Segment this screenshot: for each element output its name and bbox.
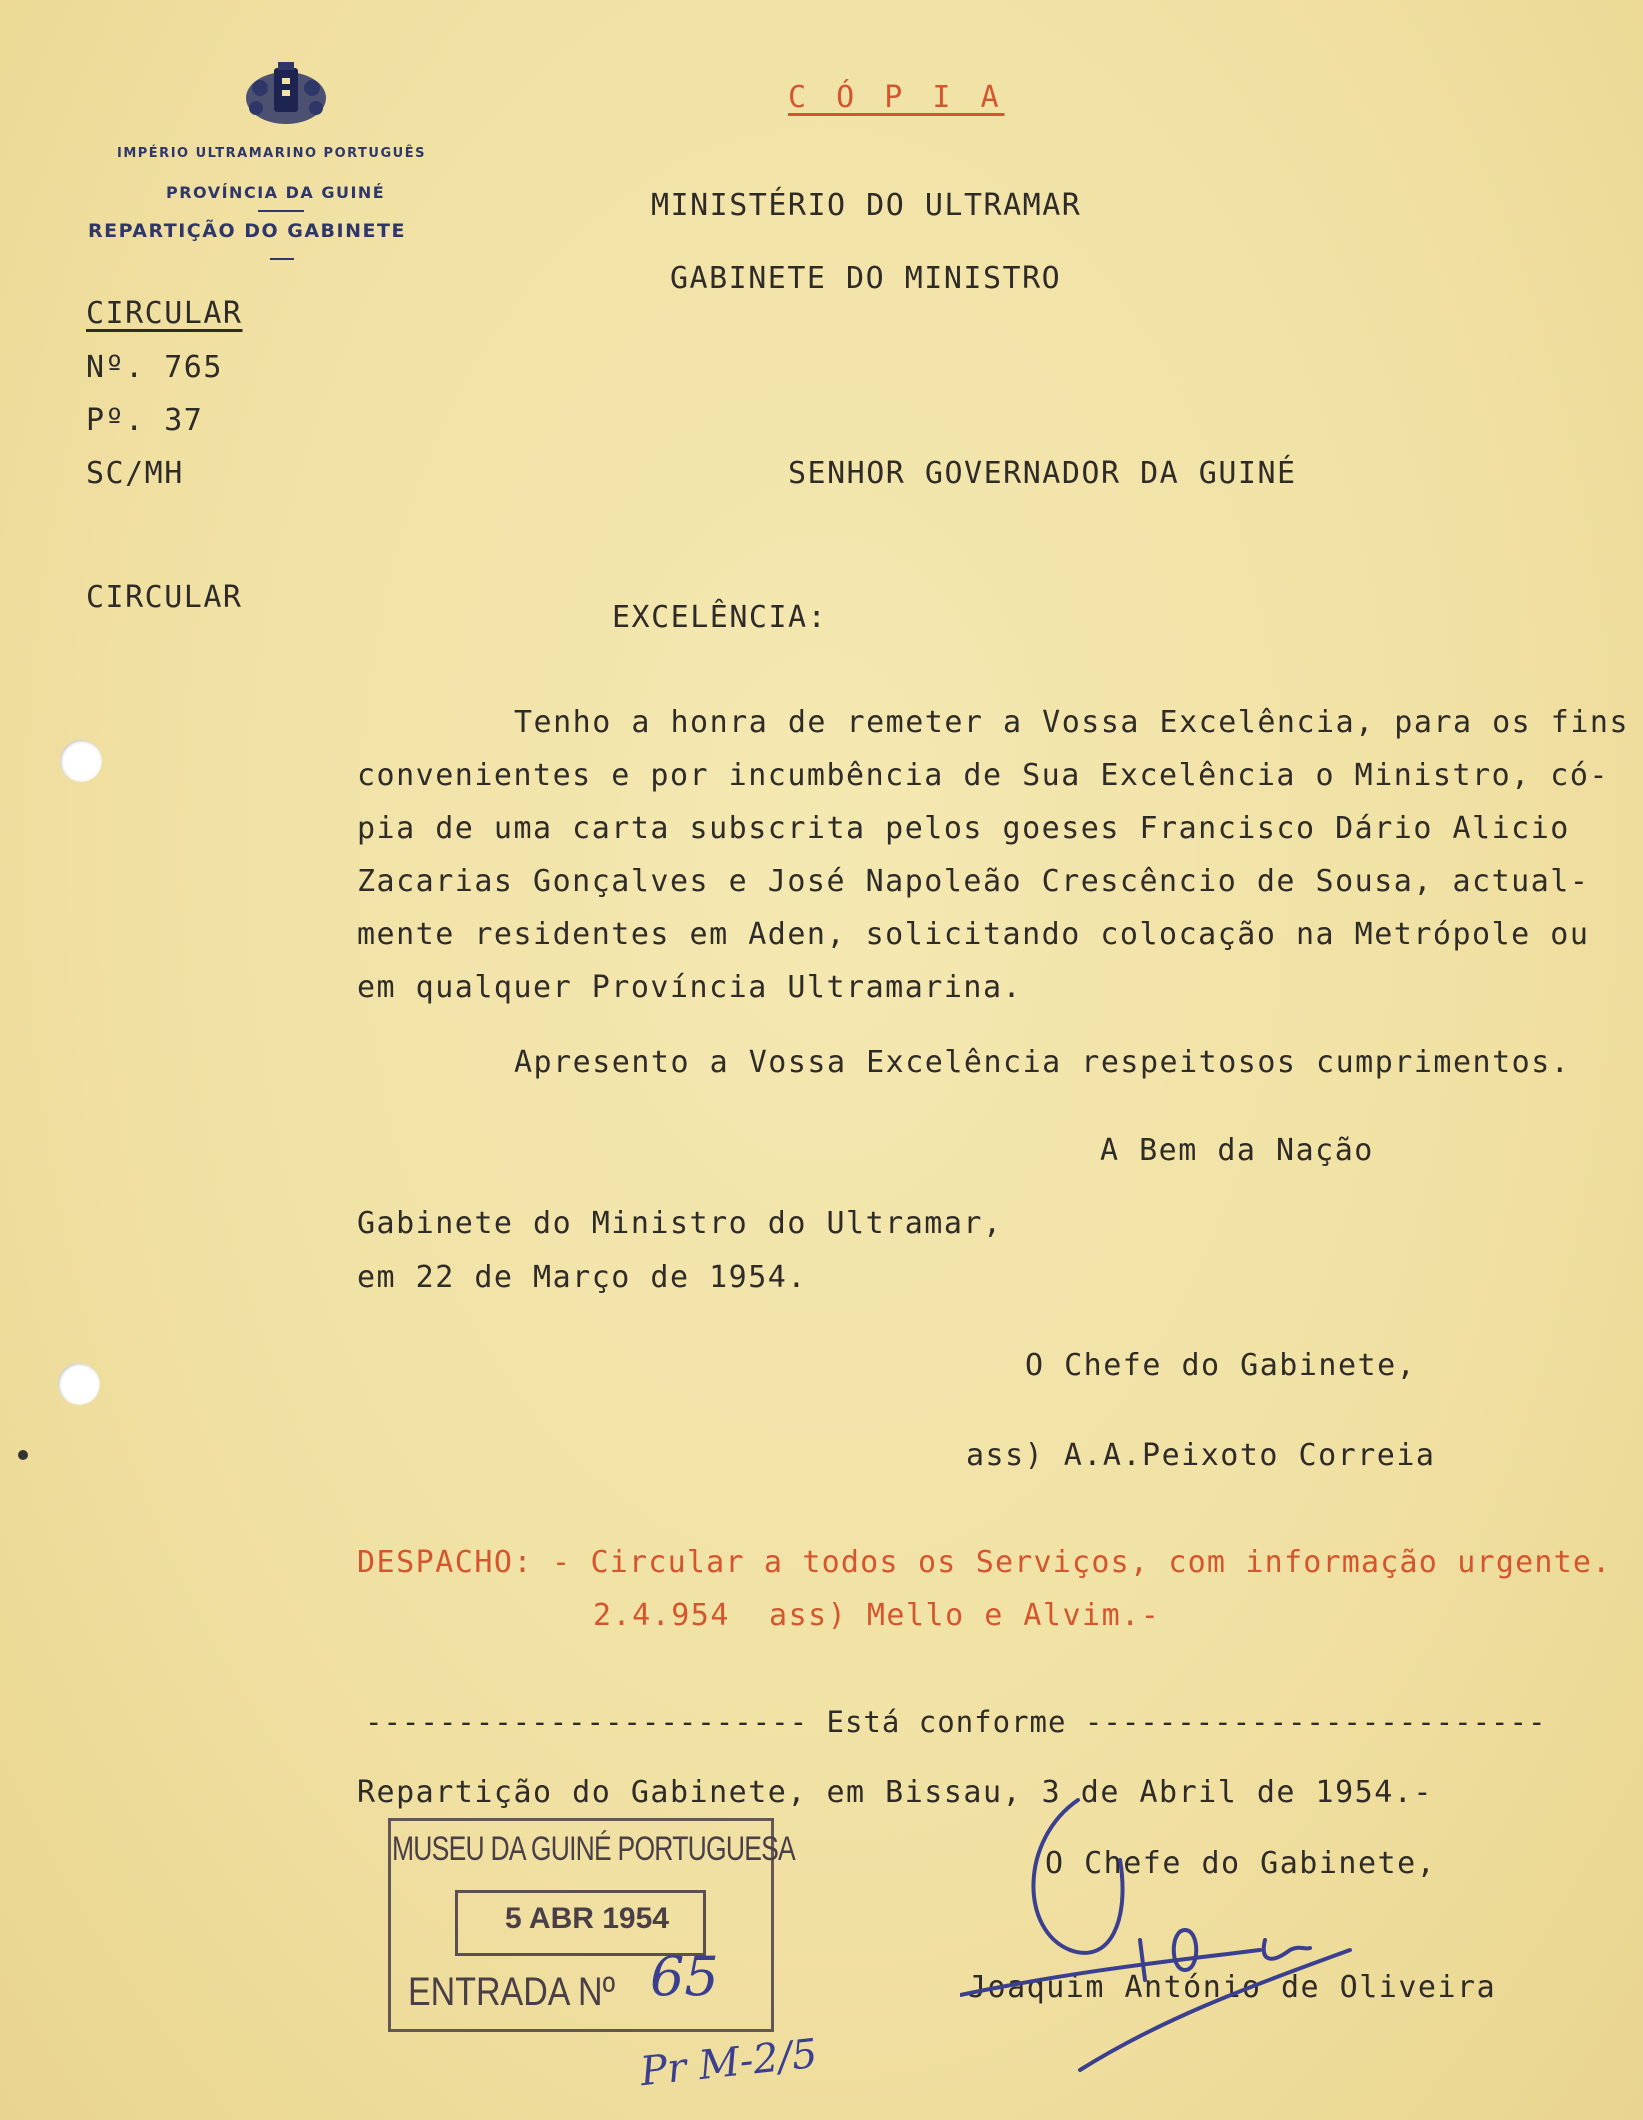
circular-label: CIRCULAR <box>86 296 243 331</box>
stamp-date: 5 ABR 1954 <box>505 1902 669 1935</box>
reference-initials: SC/MH <box>86 456 184 491</box>
letterhead-department: REPARTIÇÃO DO GABINETE <box>88 220 406 242</box>
letterhead-empire: IMPÉRIO ULTRAMARINO PORTUGUÊS <box>117 146 426 161</box>
cabinet-heading: GABINETE DO MINISTRO <box>670 261 1062 296</box>
despacho-line-2: 2.4.954 ass) Mello e Alvim.- <box>593 1598 1161 1633</box>
chief2-title: O Chefe do Gabinete, <box>1045 1846 1437 1881</box>
copy-mark: C Ó P I A <box>788 80 1005 115</box>
despacho-text: - Circular a todos os Serviços, com informação urgente. <box>552 1545 1612 1580</box>
letterhead-divider <box>258 210 304 212</box>
stamp-entry-label: ENTRADA Nº <box>408 1970 616 2014</box>
circular-number: Nº. 765 <box>86 350 223 385</box>
stamp-entry-number: 65 <box>650 1945 719 2008</box>
bissau-line: Repartição do Gabinete, em Bissau, 3 de Abril de 1954.- <box>357 1775 1433 1810</box>
signer-name: ass) A.A.Peixoto Correia <box>966 1438 1436 1473</box>
body-line-5: mente residentes em Aden, solicitando colocação na Metrópole ou <box>357 917 1590 952</box>
ministry-heading: MINISTÉRIO DO ULTRAMAR <box>651 188 1082 223</box>
punch-hole-top <box>60 740 102 782</box>
conforme-line: ------------------------ Está conforme ------------------------- <box>365 1705 1547 1739</box>
ink-spot <box>18 1450 28 1460</box>
body-line-3: pia de uma carta subscrita pelos goeses Francisco Dário Alicio <box>357 811 1570 846</box>
stamp-museum-name: MUSEU DA GUINÉ PORTUGUESA <box>392 1830 795 1868</box>
addressee: SENHOR GOVERNADOR DA GUINÉ <box>788 456 1297 491</box>
body-line-1: Tenho a honra de remeter a Vossa Excelência, para os fins <box>514 705 1630 740</box>
letterhead-divider-2 <box>270 258 294 260</box>
body-paragraph-2: Apresento a Vossa Excelência respeitosos cumprimentos. <box>514 1045 1571 1080</box>
signer-title: O Chefe do Gabinete, <box>1025 1348 1417 1383</box>
process-number: Pº. 37 <box>86 403 204 438</box>
despacho-label: DESPACHO: <box>357 1545 534 1580</box>
body-line-4: Zacarias Gonçalves e José Napoleão Crescêncio de Sousa, actual- <box>357 864 1590 899</box>
date-line: em 22 de Março de 1954. <box>357 1260 807 1295</box>
circular-label-2: CIRCULAR <box>86 580 243 615</box>
closing-formula: A Bem da Nação <box>1100 1133 1374 1168</box>
place-line: Gabinete do Ministro do Ultramar, <box>357 1206 1003 1241</box>
chief2-name: Joaquim António de Oliveira <box>968 1970 1497 2005</box>
coat-of-arms-icon <box>240 58 332 130</box>
handwritten-reference: Pr M-2/5 <box>638 2030 820 2096</box>
letterhead-province: PROVÍNCIA DA GUINÉ <box>166 183 386 202</box>
body-line-2: convenientes e por incumbência de Sua Excelência o Ministro, có- <box>357 758 1609 793</box>
handwritten-signature <box>960 1780 1380 2080</box>
body-line-6: em qualquer Província Ultramarina. <box>357 970 1023 1005</box>
salutation: EXCELÊNCIA: <box>612 600 828 635</box>
punch-hole-bottom <box>58 1363 100 1405</box>
